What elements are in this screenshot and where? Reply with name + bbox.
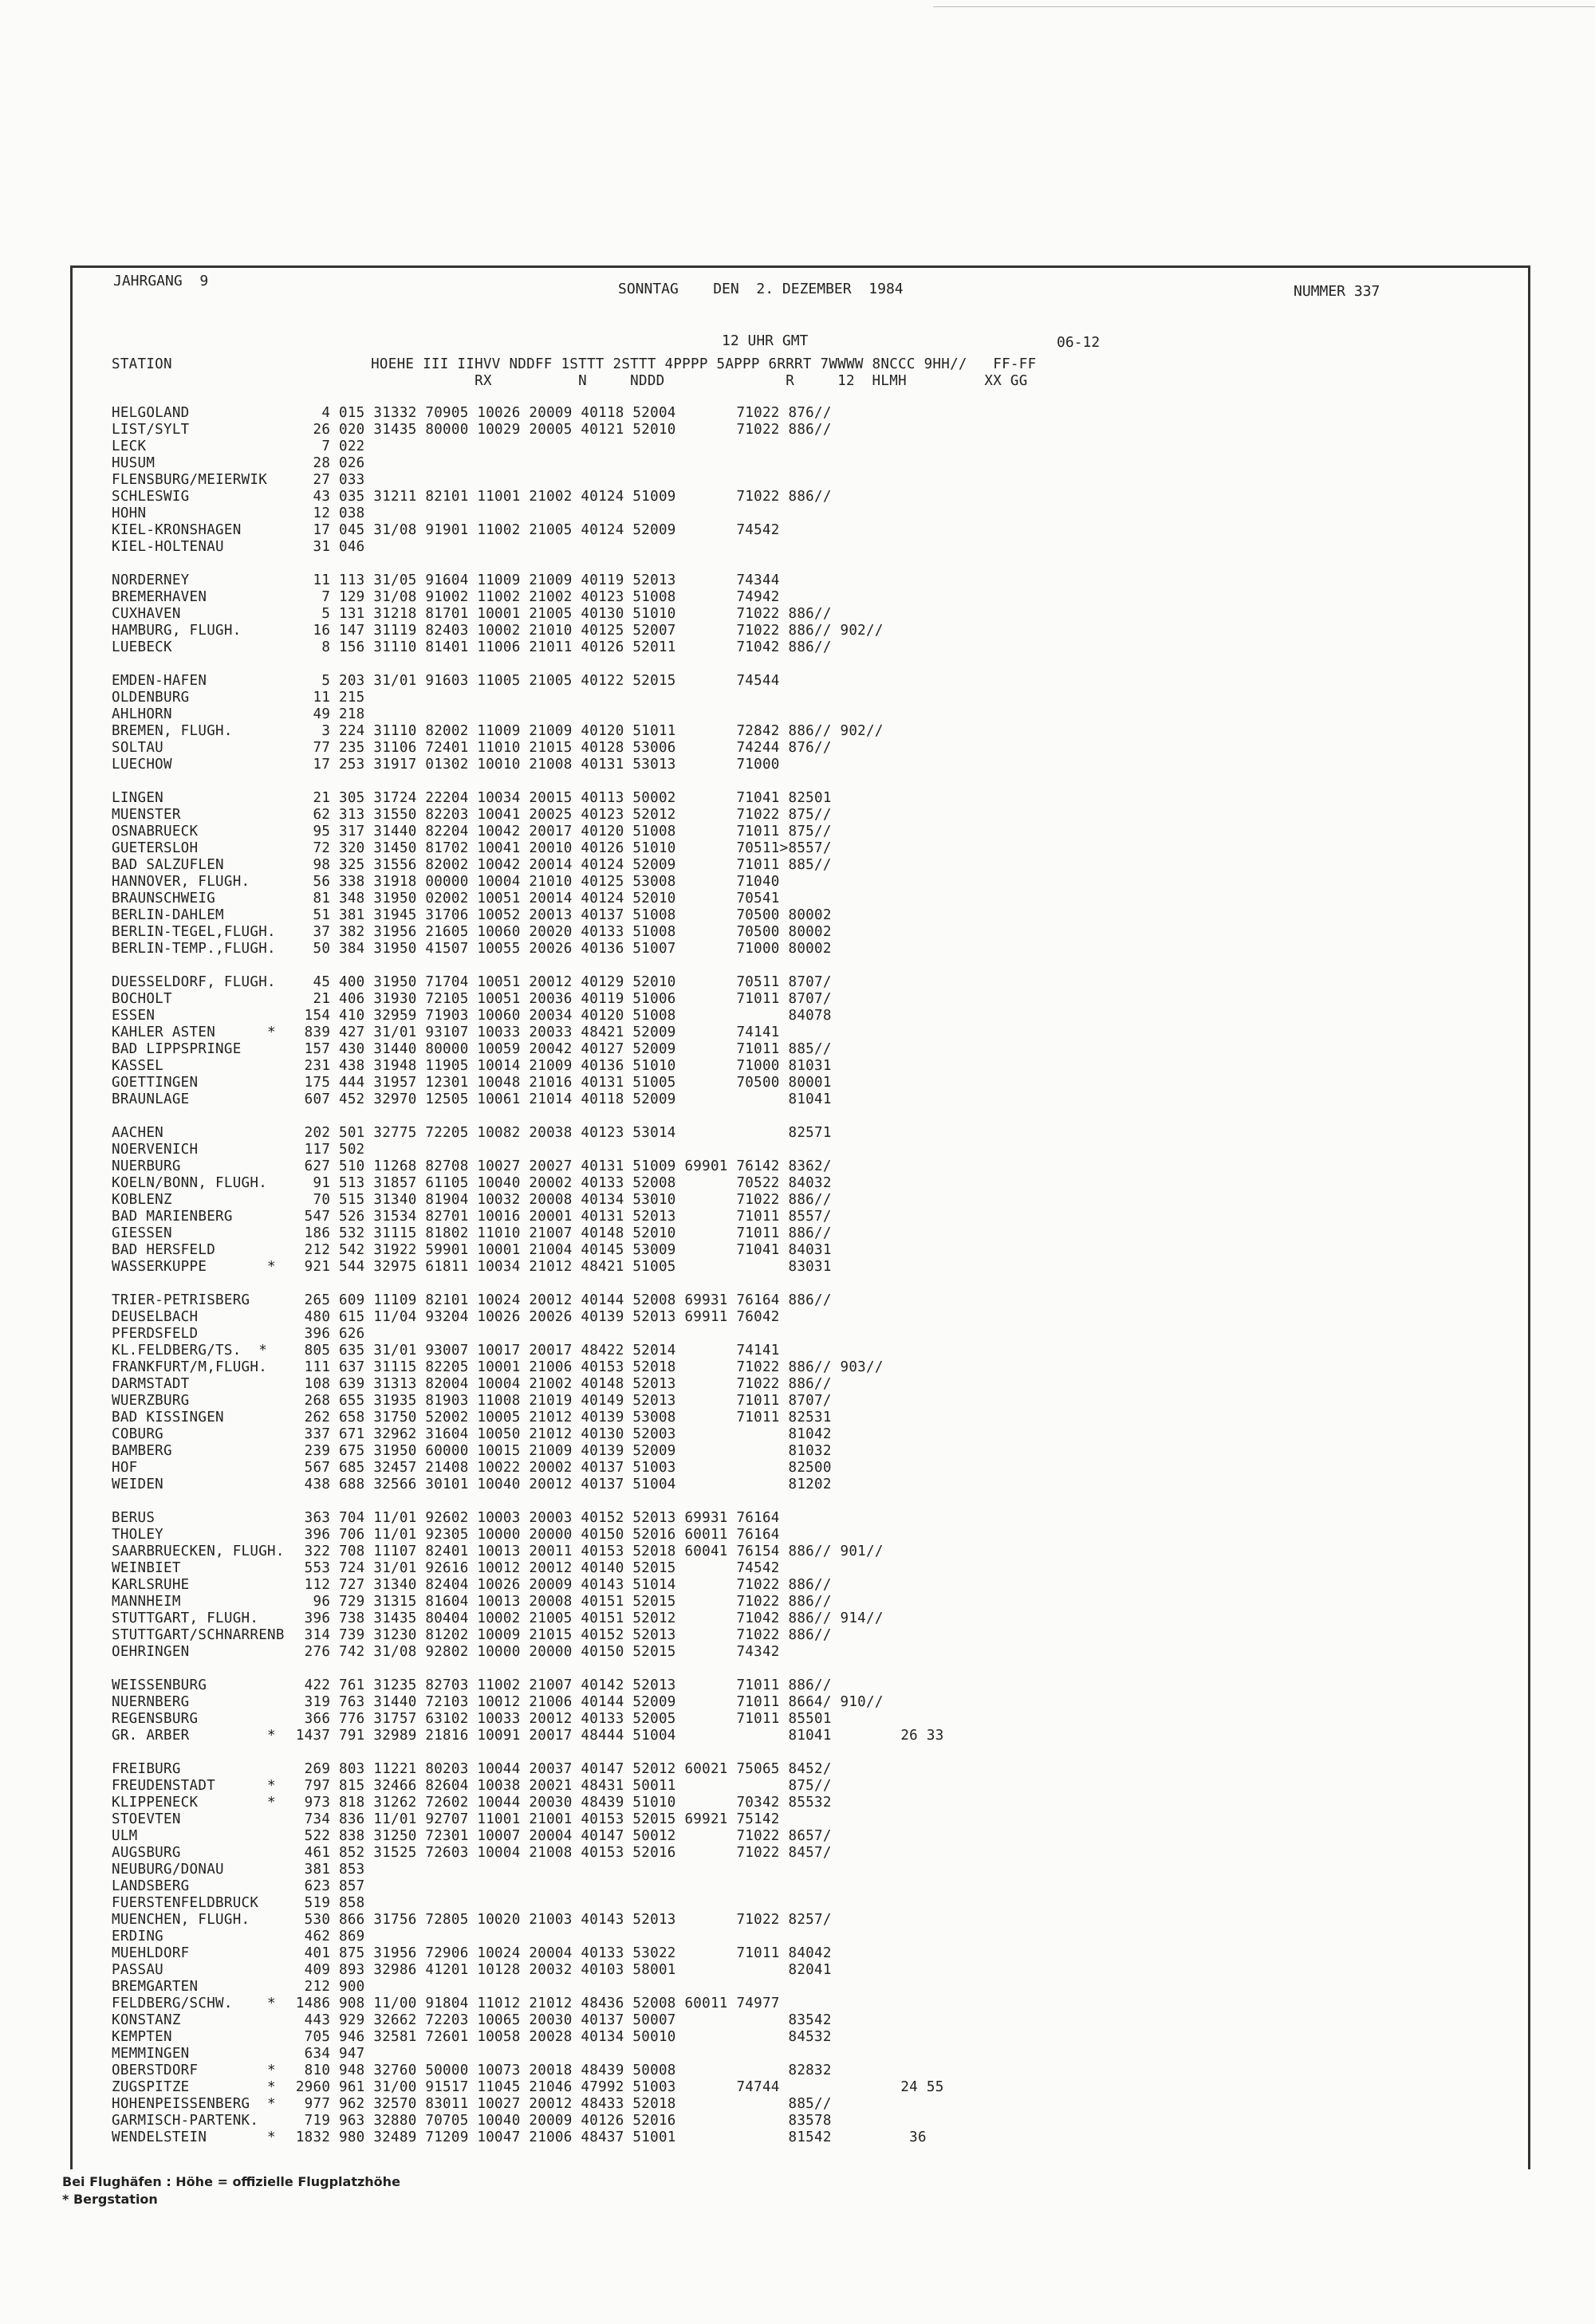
station-name: STUTTGART/SCHNARRENB — [112, 1627, 285, 1643]
observation-row: 547 526 31534 82701 10016 20001 40131 52013 71011 8557/ — [287, 1209, 832, 1225]
column-header-line-2: RX N NDDD R 12 HLMH XX GG — [112, 373, 1028, 389]
observation-row: 623 857 — [287, 1878, 365, 1894]
observation-row: 1437 791 32989 21816 10091 20017 48444 51004 81041 26 33 — [287, 1728, 944, 1744]
station-name: REGENSBURG — [112, 1711, 199, 1727]
station-name: COBURG — [112, 1426, 164, 1442]
observation-row: 396 706 11/01 92305 10000 20000 40150 52016 60011 76164 — [287, 1527, 780, 1543]
station-name: GOETTINGEN — [112, 1075, 199, 1091]
station-name: BREMEN, FLUGH. — [112, 723, 233, 739]
observation-row: 95 317 31440 82204 10042 20017 40120 51008 71011 875// — [287, 824, 832, 840]
station-name: FELDBERG/SCHW. * — [112, 1996, 276, 2011]
station-name: NORDERNEY — [112, 572, 190, 588]
observation-row: 567 685 32457 21408 10022 20002 40137 51003 82500 — [287, 1460, 832, 1476]
station-name: OBERSTDORF * — [112, 2063, 276, 2078]
station-name: MUENCHEN, FLUGH. — [112, 1912, 250, 1928]
station-name: BREMERHAVEN — [112, 589, 207, 605]
station-name: BOCHOLT — [112, 991, 172, 1007]
observation-row: 322 708 11107 82401 10013 20011 40153 52018 60041 76154 886// 901// — [287, 1543, 884, 1559]
observation-row: 231 438 31948 11905 10014 21009 40136 51010 71000 81031 — [287, 1058, 832, 1074]
station-name: HOF — [112, 1460, 138, 1476]
observation-row: 96 729 31315 81604 10013 20008 40151 52015 71022 886// — [287, 1594, 832, 1610]
observation-row: 7 129 31/08 91002 11002 21002 40123 51008 74942 — [287, 589, 780, 605]
observation-row: 519 858 — [287, 1895, 365, 1911]
station-name: NUERNBERG — [112, 1694, 190, 1710]
station-name: LECK — [112, 438, 147, 454]
station-name: BAD LIPPSPRINGE — [112, 1041, 242, 1057]
observation-row: 8 156 31110 81401 11006 21011 40126 52011 71042 886// — [287, 639, 832, 655]
observation-row: 50 384 31950 41507 10055 20026 40136 51007 71000 80002 — [287, 941, 832, 957]
volume-label: JAHRGANG 9 — [113, 273, 209, 289]
observation-row: 973 818 31262 72602 10044 20030 48439 51010 70342 85532 — [287, 1795, 832, 1811]
column-header-line-1: STATION HOEHE III IIHVV NDDFF 1STTT 2STTT 4PPPP 5APPP 6RRRT 7WWWW 8NCCC 9HH// FF-FF — [112, 356, 1037, 372]
observation-row: 276 742 31/08 92802 10000 20000 40150 52015 74342 — [287, 1644, 780, 1660]
observation-row: 396 626 — [287, 1326, 365, 1342]
station-name: KOELN/BONN, FLUGH. — [112, 1175, 268, 1191]
station-name: BAMBERG — [112, 1443, 172, 1459]
station-name: TRIER-PETRISBERG — [112, 1292, 250, 1308]
observation-row: 112 727 31340 82404 10026 20009 40143 51014 71022 886// — [287, 1577, 832, 1593]
row-spacer — [112, 1493, 285, 1510]
station-name: AACHEN — [112, 1125, 164, 1141]
row-spacer — [112, 1744, 285, 1761]
station-name: EMDEN-HAFEN — [112, 673, 207, 689]
station-name: KASSEL — [112, 1058, 164, 1074]
observation-row: 37 382 31956 21605 10060 20020 40133 51008 70500 80002 — [287, 924, 832, 940]
row-spacer — [112, 1276, 285, 1292]
observation-row: 5 203 31/01 91603 11005 21005 40122 52015 74544 — [287, 673, 780, 689]
observation-row: 977 962 32570 83011 10027 20012 48433 52018 885// — [287, 2096, 832, 2112]
station-name: BREMGARTEN — [112, 1979, 199, 1995]
row-spacer — [112, 773, 285, 790]
observation-row: 154 410 32959 71903 10060 20034 40120 51008 84078 — [287, 1008, 832, 1024]
observation-row: 269 803 11221 80203 10044 20037 40147 52012 60021 75065 8452/ — [287, 1761, 832, 1777]
station-name: HAMBURG, FLUGH. — [112, 623, 242, 639]
row-spacer — [112, 1661, 285, 1677]
observation-row: 461 852 31525 72603 10004 21008 40153 52016 71022 8457/ — [287, 1845, 832, 1861]
station-name: AUGSBURG — [112, 1845, 181, 1861]
observation-row: 2960 961 31/00 91517 11045 21046 47992 51003 74744 24 55 — [287, 2079, 944, 2095]
observation-row: 27 033 — [287, 472, 365, 488]
observation-row: 45 400 31950 71704 10051 20012 40129 52010 70511 8707/ — [287, 974, 832, 990]
station-name: PASSAU — [112, 1962, 164, 1978]
station-name: OSNABRUECK — [112, 824, 199, 840]
station-name: MANNHEIM — [112, 1594, 181, 1610]
station-name: WENDELSTEIN * — [112, 2129, 276, 2145]
date-label: SONNTAG DEN 2. DEZEMBER 1984 — [618, 281, 904, 297]
row-spacer — [287, 773, 944, 790]
station-name: KONSTANZ — [112, 2012, 181, 2028]
observation-row: 91 513 31857 61105 10040 20002 40133 52008 70522 84032 — [287, 1175, 832, 1191]
observation-row: 117 502 — [287, 1142, 365, 1158]
observation-row: 62 313 31550 82203 10041 20025 40123 52012 71022 875// — [287, 807, 832, 823]
observation-row: 921 544 32975 61811 10034 21012 48421 51005 83031 — [287, 1259, 832, 1275]
observation-row: 175 444 31957 12301 10048 21016 40131 51005 70500 80001 — [287, 1075, 832, 1091]
observation-row: 268 655 31935 81903 11008 21019 40149 52013 71011 8707/ — [287, 1393, 832, 1409]
observation-row: 16 147 31119 82403 10002 21010 40125 52007 71022 886// 902// — [287, 623, 884, 639]
observation-row: 17 045 31/08 91901 11002 21005 40124 52009 74542 — [287, 522, 780, 538]
row-spacer — [287, 1744, 944, 1761]
station-name: LIST/SYLT — [112, 422, 190, 438]
observation-row: 5 131 31218 81701 10001 21005 40130 51010 71022 886// — [287, 606, 832, 622]
station-name: BAD SALZUFLEN — [112, 857, 224, 873]
observation-row: 202 501 32775 72205 10082 20038 40123 53014 82571 — [287, 1125, 832, 1141]
observation-row: 480 615 11/04 93204 10026 20026 40139 52013 69911 76042 — [287, 1309, 780, 1325]
observation-row: 422 761 31235 82703 11002 21007 40142 52013 71011 886// — [287, 1677, 832, 1693]
station-name: LUECHOW — [112, 757, 172, 773]
observation-row: 212 900 — [287, 1979, 365, 1995]
observation-row: 363 704 11/01 92602 10003 20003 40152 52013 69931 76164 — [287, 1510, 780, 1526]
station-name: DUESSELDORF, FLUGH. — [112, 974, 276, 990]
station-name: BERUS — [112, 1510, 156, 1526]
station-name: KEMPTEN — [112, 2029, 172, 2045]
observation-row: 627 510 11268 82708 10027 20027 40131 51009 69901 76142 8362/ — [287, 1158, 832, 1174]
observation-row: 634 947 — [287, 2046, 365, 2062]
station-name: WUERZBURG — [112, 1393, 190, 1409]
observation-row: 157 430 31440 80000 10059 20042 40127 52009 71011 885// — [287, 1041, 832, 1057]
station-name: KIEL-KRONSHAGEN — [112, 522, 242, 538]
observation-row: 21 305 31724 22204 10034 20015 40113 50002 71041 82501 — [287, 790, 832, 806]
observation-row: 28 026 — [287, 455, 365, 471]
station-name: WEINBIET — [112, 1560, 181, 1576]
station-name: BRAUNLAGE — [112, 1091, 190, 1107]
observation-row: 462 869 — [287, 1929, 365, 1945]
scan-edge-line — [933, 6, 1595, 7]
observation-row: 4 015 31332 70905 10026 20009 40118 52004 71022 876// — [287, 405, 832, 421]
row-spacer — [287, 1276, 944, 1292]
station-name: THOLEY — [112, 1527, 164, 1543]
observation-row: 262 658 31750 52002 10005 21012 40139 53008 71011 82531 — [287, 1410, 832, 1425]
observation-row: 381 853 — [287, 1862, 365, 1878]
station-name: LANDSBERG — [112, 1878, 190, 1894]
observation-row: 443 929 32662 72203 10065 20030 40137 50007 83542 — [287, 2012, 832, 2028]
station-name: FREIBURG — [112, 1761, 181, 1777]
row-spacer — [112, 958, 285, 974]
station-name: FRANKFURT/M,FLUGH. — [112, 1359, 268, 1375]
station-name: OLDENBURG — [112, 690, 190, 706]
station-name: MEMMINGEN — [112, 2046, 190, 2062]
time-range: 06-12 — [1057, 334, 1101, 351]
observation-row: 11 215 — [287, 690, 365, 706]
observation-row: 11 113 31/05 91604 11009 21009 40119 52013 74344 — [287, 572, 780, 588]
station-name: DARMSTADT — [112, 1376, 190, 1392]
observation-row: 734 836 11/01 92707 11001 21001 40153 52015 69921 75142 — [287, 1811, 780, 1827]
observation-row: 98 325 31556 82002 10042 20014 40124 52009 71011 885// — [287, 857, 832, 873]
observation-row: 1832 980 32489 71209 10047 21006 48437 51001 81542 36 — [287, 2129, 927, 2145]
station-name: SCHLESWIG — [112, 489, 190, 505]
observation-row: 705 946 32581 72601 10058 20028 40134 50010 84532 — [287, 2029, 832, 2045]
station-name: BERLIN-DAHLEM — [112, 907, 224, 923]
observation-row: 366 776 31757 63102 10033 20012 40133 52005 71011 85501 — [287, 1711, 832, 1727]
station-name: NEUBURG/DONAU — [112, 1862, 224, 1878]
station-name: BAD MARIENBERG — [112, 1209, 233, 1225]
station-name: FLENSBURG/MEIERWIK — [112, 472, 268, 488]
observation-row: 212 542 31922 59901 10001 21004 40145 53009 71041 84031 — [287, 1242, 832, 1258]
observation-row: 319 763 31440 72103 10012 21006 40144 52009 71011 8664/ 910// — [287, 1694, 884, 1710]
footnote-mountain-station: * Bergstation — [62, 2192, 158, 2207]
station-name: HELGOLAND — [112, 405, 190, 421]
station-name: WEIDEN — [112, 1477, 164, 1492]
observation-time: 12 UHR GMT — [722, 332, 809, 349]
station-column — [112, 405, 285, 2146]
observation-row: 553 724 31/01 92616 10012 20012 40140 52015 74542 — [287, 1560, 780, 1576]
row-spacer — [287, 958, 944, 974]
station-name: GARMISCH-PARTENK. — [112, 2113, 259, 2129]
station-name: KARLSRUHE — [112, 1577, 190, 1593]
station-name: KL.FELDBERG/TS. * — [112, 1343, 268, 1359]
station-name: STOEVTEN — [112, 1811, 181, 1827]
station-name: ESSEN — [112, 1008, 156, 1024]
observation-row: 530 866 31756 72805 10020 21003 40143 52013 71022 8257/ — [287, 1912, 832, 1928]
observation-row: 49 218 — [287, 706, 365, 722]
station-name: KLIPPENECK * — [112, 1795, 276, 1811]
station-name: AHLHORN — [112, 706, 172, 722]
station-name: DEUSELBACH — [112, 1309, 199, 1325]
station-name: ULM — [112, 1828, 138, 1844]
station-name: CUXHAVEN — [112, 606, 181, 622]
station-name: HOHENPEISSENBERG * — [112, 2096, 276, 2112]
observation-row: 396 738 31435 80404 10002 21005 40151 52012 71042 886// 914// — [287, 1610, 884, 1626]
issue-number: NUMMER 337 — [1294, 283, 1380, 300]
station-name: MUENSTER — [112, 807, 181, 823]
observation-row: 186 532 31115 81802 11010 21007 40148 52010 71011 886// — [287, 1225, 832, 1241]
station-name: LINGEN — [112, 790, 164, 806]
station-name: HUSUM — [112, 455, 156, 471]
station-name: SAARBRUECKEN, FLUGH. — [112, 1543, 285, 1559]
observation-row: 26 020 31435 80000 10029 20005 40121 52010 71022 886// — [287, 422, 832, 438]
row-spacer — [287, 1493, 944, 1510]
station-name: MUEHLDORF — [112, 1945, 190, 1961]
observation-row: 719 963 32880 70705 10040 20009 40126 52016 83578 — [287, 2113, 832, 2129]
observation-row: 51 381 31945 31706 10052 20013 40137 51008 70500 80002 — [287, 907, 832, 923]
observation-row: 805 635 31/01 93007 10017 20017 48422 52014 74141 — [287, 1343, 780, 1359]
station-name: BAD KISSINGEN — [112, 1410, 224, 1425]
station-name: GR. ARBER * — [112, 1728, 276, 1744]
station-name: WASSERKUPPE * — [112, 1259, 276, 1275]
observation-row: 409 893 32986 41201 10128 20032 40103 58001 82041 — [287, 1962, 832, 1978]
observation-row: 81 348 31950 02002 10051 20014 40124 52010 70541 — [287, 891, 780, 906]
station-name: NUERBURG — [112, 1158, 181, 1174]
station-name: WEISSENBURG — [112, 1677, 207, 1693]
station-name: GUETERSLOH — [112, 840, 199, 856]
station-name: ERDING — [112, 1929, 164, 1945]
station-name: BERLIN-TEMP.,FLUGH. — [112, 941, 276, 957]
observation-row: 522 838 31250 72301 10007 20004 40147 50012 71022 8657/ — [287, 1828, 832, 1844]
station-name: PFERDSFELD — [112, 1326, 199, 1342]
row-spacer — [112, 656, 285, 673]
station-name: FREUDENSTADT * — [112, 1778, 276, 1794]
station-name: HANNOVER, FLUGH. — [112, 874, 250, 890]
station-name: KOBLENZ — [112, 1192, 172, 1208]
observation-row: 43 035 31211 82101 11001 21002 40124 51009 71022 886// — [287, 489, 832, 505]
station-name: HOHN — [112, 505, 147, 521]
station-name: ZUGSPITZE * — [112, 2079, 276, 2095]
station-name: FUERSTENFELDBRUCK — [112, 1895, 259, 1911]
observation-row: 797 815 32466 82604 10038 20021 48431 50011 875// — [287, 1778, 832, 1794]
observation-row: 265 609 11109 82101 10024 20012 40144 52008 69931 76164 886// — [287, 1292, 832, 1308]
station-name: STUTTGART, FLUGH. — [112, 1610, 259, 1626]
observation-row: 21 406 31930 72105 10051 20036 40119 51006 71011 8707/ — [287, 991, 832, 1007]
observation-row: 12 038 — [287, 505, 365, 521]
row-spacer — [112, 1108, 285, 1125]
observation-row: 17 253 31917 01302 10010 21008 40131 53013 71000 — [287, 757, 780, 773]
station-name: BRAUNSCHWEIG — [112, 891, 216, 906]
row-spacer — [287, 556, 944, 572]
observation-row: 108 639 31313 82004 10004 21002 40148 52013 71022 886// — [287, 1376, 832, 1392]
station-name: LUEBECK — [112, 639, 172, 655]
observation-row: 438 688 32566 30101 10040 20012 40137 51004 81202 — [287, 1477, 832, 1492]
observation-row: 337 671 32962 31604 10050 21012 40130 52003 81042 — [287, 1426, 832, 1442]
station-name: KIEL-HOLTENAU — [112, 539, 224, 555]
observation-row: 70 515 31340 81904 10032 20008 40134 53010 71022 886// — [287, 1192, 832, 1208]
observation-row: 839 427 31/01 93107 10033 20033 48421 52009 74141 — [287, 1024, 780, 1040]
station-name: BAD HERSFELD — [112, 1242, 216, 1258]
station-name: KAHLER ASTEN * — [112, 1024, 276, 1040]
row-spacer — [112, 556, 285, 572]
observation-row: 810 948 32760 50000 10073 20018 48439 50008 82832 — [287, 2063, 832, 2078]
station-name: OEHRINGEN — [112, 1644, 190, 1660]
observation-row: 1486 908 11/00 91804 11012 21012 48436 52008 60011 74977 — [287, 1996, 780, 2011]
row-spacer — [287, 1108, 944, 1125]
observation-row: 401 875 31956 72906 10024 20004 40133 53022 71011 84042 — [287, 1945, 832, 1961]
station-name: GIESSEN — [112, 1225, 172, 1241]
observation-data-column — [287, 405, 944, 2146]
observation-row: 239 675 31950 60000 10015 21009 40139 52009 81032 — [287, 1443, 832, 1459]
row-spacer — [287, 1661, 944, 1677]
observation-row: 72 320 31450 81702 10041 20010 40126 51010 70511>8557/ — [287, 840, 832, 856]
station-name: SOLTAU — [112, 740, 164, 756]
observation-row: 314 739 31230 81202 10009 21015 40152 52013 71022 886// — [287, 1627, 832, 1643]
footnote-airports: Bei Flughäfen : Höhe = offizielle Flugplatzhöhe — [62, 2174, 400, 2189]
observation-row: 111 637 31115 82205 10001 21006 40153 52018 71022 886// 903// — [287, 1359, 884, 1375]
observation-row: 31 046 — [287, 539, 365, 555]
observation-row: 3 224 31110 82002 11009 21009 40120 51011 72842 886// 902// — [287, 723, 884, 739]
observation-row: 56 338 31918 00000 10004 21010 40125 53008 71040 — [287, 874, 780, 890]
station-name: BERLIN-TEGEL,FLUGH. — [112, 924, 276, 940]
station-name: NOERVENICH — [112, 1142, 199, 1158]
observation-row: 607 452 32970 12505 10061 21014 40118 52009 81041 — [287, 1091, 832, 1107]
observation-row: 7 022 — [287, 438, 365, 454]
observation-row: 77 235 31106 72401 11010 21015 40128 53006 74244 876// — [287, 740, 832, 756]
row-spacer — [287, 656, 944, 673]
